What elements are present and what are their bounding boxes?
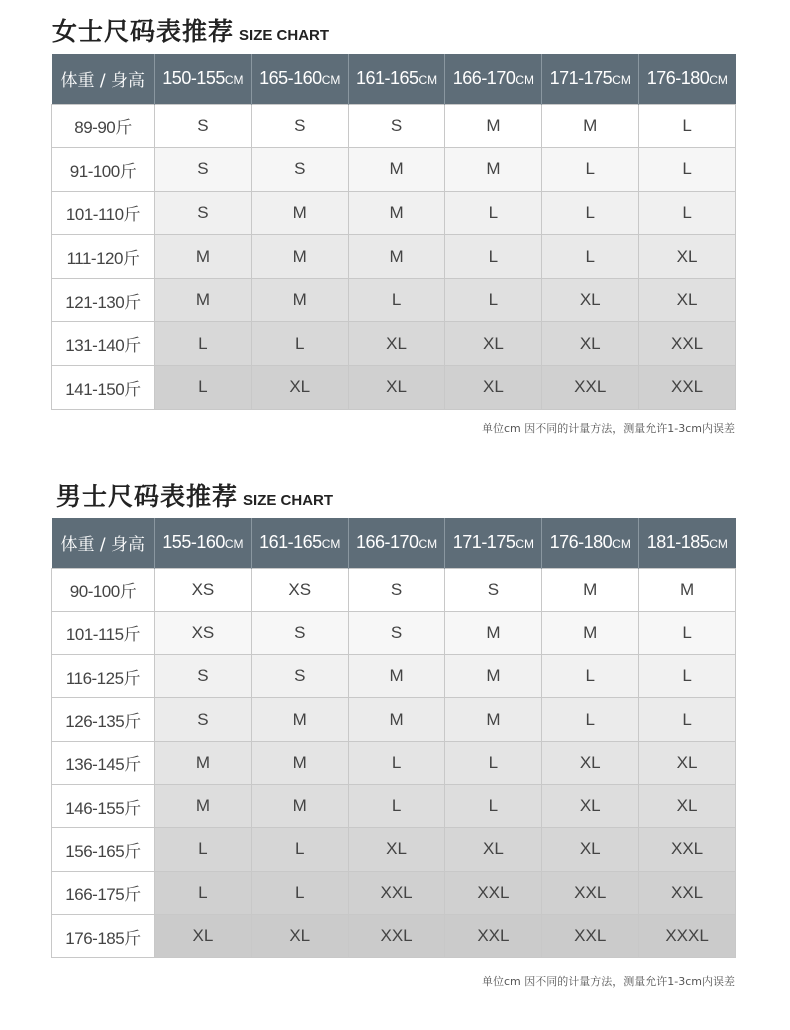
header-label: 体重 / 身高 <box>52 54 155 104</box>
size-cell: L <box>251 322 348 366</box>
height-unit: CM <box>709 73 728 88</box>
table-row <box>52 191 736 235</box>
size-cell: S <box>251 148 348 192</box>
table-row <box>52 828 736 871</box>
size-cell: L <box>639 655 736 698</box>
size-cell: M <box>445 698 542 741</box>
height-unit: CM <box>224 73 244 88</box>
height-unit: CM <box>418 73 438 88</box>
size-cell: XL <box>348 366 445 410</box>
table-row <box>52 784 736 827</box>
size-cell: L <box>639 611 736 654</box>
table-header-row <box>52 518 736 568</box>
height-column-header <box>155 54 252 104</box>
size-cell: M <box>348 698 445 741</box>
size-cell: M <box>155 278 252 322</box>
height-range: 161-165 <box>259 532 322 553</box>
size-cell: M <box>251 278 348 322</box>
size-cell: L <box>542 655 639 698</box>
size-cell: XL <box>542 828 639 871</box>
size-cell: L <box>542 191 639 235</box>
weight-range-cell: 91-100斤 <box>52 148 155 192</box>
weight-range-cell: 141-150斤 <box>52 366 155 410</box>
size-cell: XL <box>348 828 445 871</box>
height-unit: CM <box>515 537 535 552</box>
size-cell: XS <box>251 568 348 611</box>
table-row <box>52 148 736 192</box>
size-cell: L <box>445 278 542 322</box>
size-cell: S <box>348 611 445 654</box>
height-column-header <box>639 518 736 568</box>
height-column-header <box>251 54 348 104</box>
height-range: 171-175 <box>452 532 516 553</box>
table-row <box>52 611 736 654</box>
weight-range-cell: 136-145斤 <box>52 741 155 784</box>
size-cell: M <box>155 235 252 279</box>
size-cell: L <box>155 871 252 914</box>
size-cell: XL <box>542 741 639 784</box>
size-cell: M <box>251 698 348 741</box>
weight-range-cell: 116-125斤 <box>52 655 155 698</box>
size-cell: XL <box>445 366 542 410</box>
size-cell: M <box>542 568 639 611</box>
height-column-header <box>445 54 542 104</box>
size-cell: M <box>348 148 445 192</box>
size-cell: XL <box>445 828 542 871</box>
weight-range-cell: 90-100斤 <box>52 568 155 611</box>
weight-range-cell: 131-140斤 <box>52 322 155 366</box>
size-cell: XXL <box>639 366 736 410</box>
height-range: 176-180 <box>646 68 710 89</box>
weight-range-cell: 101-115斤 <box>52 611 155 654</box>
table-row <box>52 698 736 741</box>
size-cell: XL <box>155 914 252 957</box>
size-cell: S <box>348 104 445 148</box>
table-row <box>52 366 736 410</box>
height-column-header <box>348 54 445 104</box>
size-cell: L <box>445 741 542 784</box>
size-cell: L <box>155 322 252 366</box>
weight-range-cell: 146-155斤 <box>52 784 155 827</box>
size-cell: L <box>155 828 252 871</box>
table-row <box>52 871 736 914</box>
size-cell: S <box>155 104 252 148</box>
size-cell: L <box>639 191 736 235</box>
height-column-header <box>155 518 252 568</box>
height-unit: CM <box>612 537 631 552</box>
size-cell: L <box>445 235 542 279</box>
size-cell: L <box>639 104 736 148</box>
size-cell: L <box>445 191 542 235</box>
size-cell: L <box>542 148 639 192</box>
size-cell: M <box>445 611 542 654</box>
size-cell: M <box>251 741 348 784</box>
men-title-en: SIZE CHART <box>243 492 334 509</box>
height-range: 150-155 <box>162 68 225 89</box>
size-cell: M <box>445 655 542 698</box>
size-cell: S <box>155 698 252 741</box>
height-column-header <box>251 518 348 568</box>
size-cell: L <box>639 148 736 192</box>
height-range: 155-160 <box>162 532 225 553</box>
size-cell: S <box>155 655 252 698</box>
height-range: 181-185 <box>646 532 710 553</box>
women-size-table <box>51 54 736 410</box>
size-cell: S <box>155 148 252 192</box>
size-cell: XXL <box>445 871 542 914</box>
size-cell: M <box>348 235 445 279</box>
size-cell: XXXL <box>639 914 736 957</box>
header-label: 体重 / 身高 <box>52 518 155 568</box>
size-cell: XXL <box>542 366 639 410</box>
weight-range-cell: 126-135斤 <box>52 698 155 741</box>
size-cell: M <box>348 655 445 698</box>
height-unit: CM <box>709 537 728 552</box>
table-row <box>52 741 736 784</box>
men-size-table <box>51 518 736 958</box>
size-cell: L <box>251 828 348 871</box>
size-cell: M <box>639 568 736 611</box>
size-cell: XXL <box>542 871 639 914</box>
size-cell: S <box>445 568 542 611</box>
table-row <box>52 914 736 957</box>
weight-range-cell: 156-165斤 <box>52 828 155 871</box>
table-row <box>52 568 736 611</box>
women-title-en: SIZE CHART <box>239 27 330 44</box>
height-column-header <box>348 518 445 568</box>
height-unit: CM <box>418 537 438 552</box>
size-cell: XL <box>348 322 445 366</box>
size-cell: XL <box>639 278 736 322</box>
size-cell: XXL <box>639 828 736 871</box>
size-cell: L <box>348 784 445 827</box>
height-range: 161-165 <box>355 68 419 89</box>
table-row <box>52 278 736 322</box>
size-cell: S <box>251 104 348 148</box>
men-measurement-note: 单位cm 因不同的计量方法，测量允许1-3cm内误差 <box>482 975 735 988</box>
size-cell: XXL <box>445 914 542 957</box>
height-column-header <box>639 54 736 104</box>
size-cell: L <box>155 366 252 410</box>
size-cell: S <box>251 611 348 654</box>
table-row <box>52 322 736 366</box>
weight-range-cell: 166-175斤 <box>52 871 155 914</box>
weight-range-cell: 89-90斤 <box>52 104 155 148</box>
size-cell: XS <box>155 611 252 654</box>
height-unit: CM <box>321 537 341 552</box>
women-measurement-note: 单位cm 因不同的计量方法，测量允许1-3cm内误差 <box>482 422 735 435</box>
table-row <box>52 104 736 148</box>
height-column-header <box>542 54 639 104</box>
size-cell: M <box>542 104 639 148</box>
height-unit: CM <box>612 73 631 88</box>
size-cell: XL <box>445 322 542 366</box>
size-cell: M <box>251 191 348 235</box>
size-cell: L <box>348 278 445 322</box>
size-cell: L <box>348 741 445 784</box>
size-cell: M <box>445 104 542 148</box>
table-row <box>52 235 736 279</box>
size-cell: M <box>542 611 639 654</box>
height-unit: CM <box>515 73 535 88</box>
table-header-row <box>52 54 736 104</box>
height-unit: CM <box>224 537 244 552</box>
size-cell: XL <box>542 784 639 827</box>
height-range: 166-170 <box>355 532 419 553</box>
height-column-header <box>542 518 639 568</box>
height-range: 176-180 <box>549 532 613 553</box>
size-cell: XXL <box>639 871 736 914</box>
weight-range-cell: 111-120斤 <box>52 235 155 279</box>
weight-range-cell: 101-110斤 <box>52 191 155 235</box>
size-cell: M <box>155 741 252 784</box>
size-cell: M <box>348 191 445 235</box>
size-cell: XL <box>639 235 736 279</box>
weight-range-cell: 176-185斤 <box>52 914 155 957</box>
size-cell: L <box>445 784 542 827</box>
weight-range-cell: 121-130斤 <box>52 278 155 322</box>
table-row <box>52 655 736 698</box>
men-title-cn: 男士尺码表推荐 <box>56 482 239 511</box>
size-cell: L <box>639 698 736 741</box>
size-cell: XXL <box>542 914 639 957</box>
size-cell: XL <box>251 366 348 410</box>
women-title-cn: 女士尺码表推荐 <box>52 17 235 46</box>
size-cell: L <box>251 871 348 914</box>
size-cell: S <box>155 191 252 235</box>
height-column-header <box>445 518 542 568</box>
size-cell: M <box>445 148 542 192</box>
size-cell: XXL <box>348 871 445 914</box>
size-cell: XL <box>251 914 348 957</box>
size-cell: XXL <box>348 914 445 957</box>
height-range: 166-170 <box>452 68 516 89</box>
size-cell: L <box>542 698 639 741</box>
height-range: 165-160 <box>259 68 322 89</box>
size-cell: XXL <box>639 322 736 366</box>
height-range: 171-175 <box>549 68 613 89</box>
height-unit: CM <box>321 73 341 88</box>
size-cell: L <box>542 235 639 279</box>
size-cell: S <box>251 655 348 698</box>
women-size-chart-title <box>52 12 329 48</box>
men-size-chart-title <box>56 477 333 513</box>
size-cell: M <box>251 235 348 279</box>
size-cell: M <box>155 784 252 827</box>
size-cell: M <box>251 784 348 827</box>
size-cell: XL <box>639 741 736 784</box>
size-cell: S <box>348 568 445 611</box>
size-cell: XL <box>639 784 736 827</box>
size-cell: XL <box>542 278 639 322</box>
size-cell: XS <box>155 568 252 611</box>
size-cell: XL <box>542 322 639 366</box>
